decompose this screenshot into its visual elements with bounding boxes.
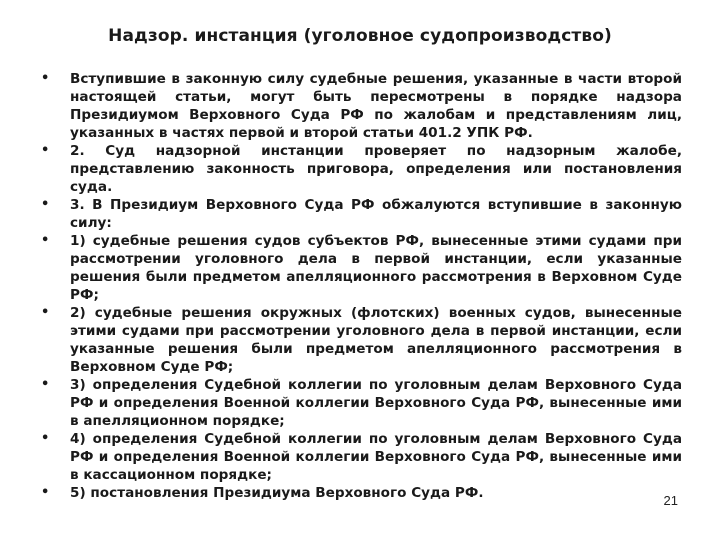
list-item-text: 3) определения Судебной коллегии по уголовным делам Верховного Суда РФ и определения Военной коллегии Верховного Суда РФ, вынесенные ими в апелляционном порядке;	[70, 377, 682, 429]
bullet-list	[36, 70, 682, 502]
list-item	[36, 430, 682, 484]
list-item	[36, 232, 682, 304]
list-item-text: Вступившие в законную силу судебные решения, указанные в части второй настоящей статьи, могут быть пересмотрены в порядке надзора Президиумом Верховного Суда РФ по жалобам и представлениям лиц, указанных в частях первой и второй статьи 401.2 УПК РФ.	[70, 71, 682, 141]
bullet-icon: •	[41, 71, 50, 86]
bullet-icon: •	[41, 377, 50, 392]
list-item	[36, 142, 682, 196]
list-item-text: 1) судебные решения судов субъектов РФ, вынесенные этими судами при рассмотрении уголовного дела в первой инстанции, если указанные решения были предметом апелляционного рассмотрения в Верховном Суде РФ;	[70, 233, 682, 303]
list-item-text: 3. В Президиум Верховного Суда РФ обжалуются вступившие в законную силу:	[70, 197, 682, 231]
list-item	[36, 70, 682, 142]
list-item	[36, 484, 682, 502]
list-item	[36, 376, 682, 430]
bullet-icon: •	[41, 197, 50, 212]
slide-title: Надзор. инстанция (уголовное судопроизводство)	[108, 26, 612, 46]
list-item-text: 4) определения Судебной коллегии по уголовным делам Верховного Суда РФ и определения Военной коллегии Верховного Суда РФ, вынесенные ими в кассационном порядке;	[70, 431, 682, 483]
list-item	[36, 304, 682, 376]
bullet-icon: •	[41, 305, 50, 320]
bullet-icon: •	[41, 431, 50, 446]
list-item-text: 2. Суд надзорной инстанции проверяет по надзорным жалобе, представлению законность приговора, определения или постановления суда.	[70, 143, 682, 195]
list-item-text: 5) постановления Президиума Верховного Суда РФ.	[70, 485, 484, 501]
list-item	[36, 196, 682, 232]
bullet-icon: •	[41, 233, 50, 248]
bullet-icon: •	[41, 485, 50, 500]
page-number: 21	[663, 493, 678, 508]
bullet-icon: •	[41, 143, 50, 158]
list-item-text: 2) судебные решения окружных (флотских) военных судов, вынесенные этими судами при рассмотрении уголовного дела в первой инстанции, если указанные решения были предметом апелляционного рассмотрения в Верховном Суде РФ;	[70, 305, 682, 375]
